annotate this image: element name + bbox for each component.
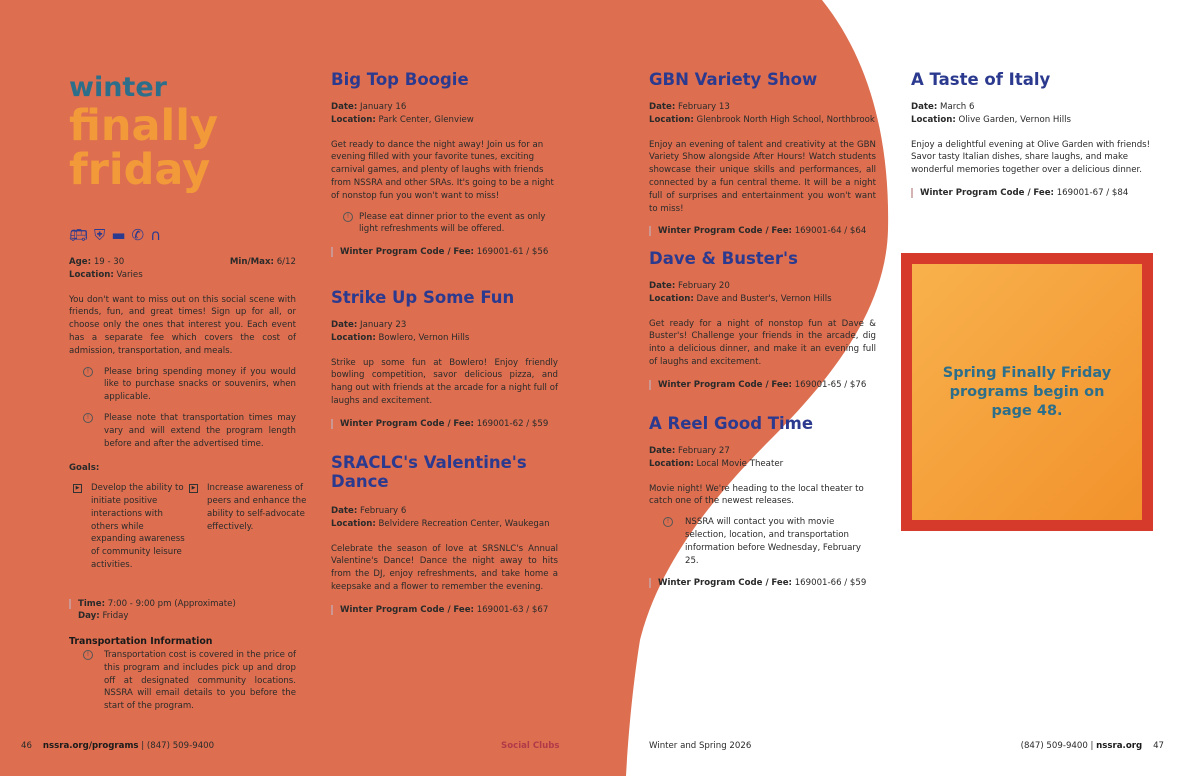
bus-icon: 🚌︎ <box>69 226 89 244</box>
event-title: Strike Up Some Fun <box>331 288 515 307</box>
goal-item: ▶ Increase awareness of peers and enhance the ability to self-advocate effectively. <box>185 482 315 533</box>
info-icon: ! <box>663 517 673 527</box>
day-row: Day: Friday <box>78 611 129 622</box>
event-title: A Taste of Italy <box>911 70 1051 89</box>
event-gbn-variety-show: GBN Variety Show Date: February 13 Location: Glenbrook North High School, Northbrook Enjoy an evening of talent and creativity at the GBN Variety Show alongside After Hours! Watch students showcase their unique skills and performances, all connected by a fun central theme. It will be a night full of surprises and entertainment you won't want to miss! Winter Program Code / Fee: 169001-64 / $64 <box>649 70 876 237</box>
age-value: 19 - 30 <box>93 257 125 267</box>
event-date: February 13 <box>678 102 730 112</box>
callout-box <box>901 253 1153 531</box>
minmax-value: 6/12 <box>276 257 296 267</box>
program-code: Winter Program Code / Fee: 169001-65 / $76 <box>649 379 876 391</box>
event-date: January 23 <box>360 320 407 330</box>
headphones-icon: ∩ <box>150 226 162 244</box>
footer-left <box>21 740 214 752</box>
event-location: Park Center, Glenview <box>378 114 474 125</box>
season-label: Winter and Spring 2026 <box>649 741 752 751</box>
event-dave-and-busters: Dave & Buster's Date: February 20 Location: Dave and Buster's, Vernon Hills Get ready for a night of nonstop fun at Dave & Buster's! Challenge your friends in the arcade, dig into a delicious dinner, and make it an evening full of laughs and excitement. Winter Program Code / Fee: 169001-65 / $76 <box>649 249 876 390</box>
amenity-icons <box>69 225 167 244</box>
event-description: Enjoy a delightful evening at Olive Garden with friends! Savor tasty Italian dishes, share laughs, and make wonderful memories together over a delicious dinner. <box>911 139 1151 176</box>
event-title: SRACLC's Valentine's Dance <box>331 453 527 491</box>
goals-label: Goals: <box>69 463 100 474</box>
card-icon: ▬ <box>111 226 126 244</box>
event-location: Local Movie Theater <box>696 458 784 469</box>
event-date: February 27 <box>678 446 730 456</box>
note-item: ! Please bring spending money if you would like to purchase snacks or souvenirs, when applicable. <box>69 366 296 404</box>
event-reel-good-time: A Reel Good Time Date: February 27 Location: Local Movie Theater Movie night! We're heading to the local theater to catch one of the newest releases. ! NSSRA will contact you with movie selection, location, and transportation information before Wednesday, February 25. Winter Program Code / Fee: 169001-66 / $59 <box>649 414 876 589</box>
event-taste-of-italy: A Taste of Italy Date: March 6 Location: Olive Garden, Vernon Hills Enjoy a delightful evening at Olive Garden with friends! Savor tasty Italian dishes, share laughs, and make wonderful memories together over a delicious dinner. Winter Program Code / Fee: 169001-67 / $84 <box>911 70 1151 198</box>
event-location: Dave and Buster's, Vernon Hills <box>696 293 832 304</box>
event-description: Strike up some fun at Bowlero! Enjoy friendly bowling competition, savor delicious pizza, and hang out with friends at the arcade for a night full of laughs and excitement. <box>331 357 558 406</box>
event-title: Big Top Boogie <box>331 70 469 89</box>
event-location: Olive Garden, Vernon Hills <box>958 114 1072 125</box>
page-number-left: 46 <box>21 741 32 751</box>
event-title: A Reel Good Time <box>649 414 814 433</box>
goal-item: ▶ Develop the ability to initiate positive interactions with others while expanding awareness of community leisure activities. <box>69 482 189 572</box>
info-icon: ! <box>83 413 93 423</box>
age-label: Age: <box>69 257 92 267</box>
heading-friday: friday <box>69 145 211 195</box>
program-code: Winter Program Code / Fee: 169001-63 / $67 <box>331 604 558 616</box>
program-code: Winter Program Code / Fee: 169001-61 / $56 <box>331 246 558 258</box>
program-heading <box>69 72 219 195</box>
event-title: GBN Variety Show <box>649 70 818 89</box>
phone-right: (847) 509-9400 | <box>1020 741 1094 751</box>
callout-inner <box>912 264 1142 520</box>
intro-text: You don't want to miss out on this social scene with friends, fun, and great times! Sign up for all, or choose only the ones that interest you. Each event has a separate fee which covers the cost of admission, transportation, and meals. <box>69 294 296 356</box>
play-icon: ▶ <box>73 484 82 493</box>
location-value: Varies <box>116 269 143 280</box>
event-strike-up-some-fun: Strike Up Some Fun Date: January 23 Location: Bowlero, Vernon Hills Strike up some fun at Bowlero! Enjoy friendly bowling competition, savor delicious pizza, and hang out with friends at the arcade for a night full of laughs and excitement. Winter Program Code / Fee: 169001-62 / $59 <box>331 288 558 429</box>
program-code: Winter Program Code / Fee: 169001-67 / $84 <box>911 187 1151 199</box>
website-link-right[interactable]: nssra.org <box>1096 741 1143 751</box>
time-row: Time: 7:00 - 9:00 pm (Approximate) <box>69 598 296 610</box>
event-location: Glenbrook North High School, Northbrook <box>696 114 875 125</box>
program-summary <box>69 256 307 713</box>
page-number-right: 47 <box>1153 741 1164 751</box>
event-date: March 6 <box>940 102 975 112</box>
callout-text: Spring Finally Friday programs begin on page 48. <box>942 365 1112 419</box>
shield-icon: ⛨ <box>94 226 106 244</box>
info-icon: ! <box>343 212 353 222</box>
play-icon: ▶ <box>189 484 198 493</box>
note-item: ! Please note that transportation times may vary and will extend the program length before and after the advertised time. <box>69 412 296 450</box>
program-code: Winter Program Code / Fee: 169001-64 / $64 <box>649 225 876 237</box>
info-icon: ! <box>83 367 93 377</box>
event-description: Movie night! We're heading to the local theater to catch one of the newest releases. <box>649 483 864 507</box>
event-location: Belvidere Recreation Center, Waukegan <box>378 518 550 529</box>
transport-note: ! Transportation cost is covered in the price of this program and includes pick up and drop off at designated community locations. NSSRA will email details to you before the start of the program. <box>69 649 296 713</box>
heading-finally: finally <box>69 101 219 151</box>
goals-list <box>69 482 307 572</box>
program-code: Winter Program Code / Fee: 169001-62 / $59 <box>331 418 558 430</box>
phone-icon: ✆ <box>131 226 145 244</box>
event-date: February 20 <box>678 281 730 291</box>
transport-title: Transportation Information <box>69 636 213 648</box>
event-date: February 6 <box>360 506 407 516</box>
event-valentines-dance: SRACLC's Valentine's Dance Date: February 6 Location: Belvidere Recreation Center, Waukegan Celebrate the season of love at SRSNLC's Annual Valentine's Dance! Dance the night away to hits from the DJ, enjoy refreshments, and take home a keepsake and a flower to remember the evening. Winter Program Code / Fee: 169001-63 / $67 <box>331 453 558 615</box>
section-label: Social Clubs <box>501 741 560 751</box>
event-description: Celebrate the season of love at SRSNLC's Annual Valentine's Dance! Dance the night away to hits from the DJ, enjoy refreshments, and take home a keepsake and a flower to remember the evening. <box>331 543 558 592</box>
event-location: Bowlero, Vernon Hills <box>378 332 470 343</box>
minmax-label: Min/Max: <box>229 257 274 267</box>
event-note: ! NSSRA will contact you with movie selection, location, and transportation information before Wednesday, February 25. <box>649 516 876 567</box>
heading-winter: winter <box>69 72 167 103</box>
event-description: Enjoy an evening of talent and creativity at the GBN Variety Show alongside After Hours! Watch students showcase their unique skills and performances, all connected by a fun central theme. It will be a night full of surprises and entertainment you won't want to miss! <box>649 139 876 214</box>
event-title: Dave & Buster's <box>649 249 798 268</box>
info-icon: ! <box>83 650 93 660</box>
location-label: Location: <box>69 269 114 280</box>
event-big-top-boogie: Big Top Boogie Date: January 16 Location: Park Center, Glenview Get ready to dance the night away! Join us for an evening filled with your favorite tunes, exciting carnival games, and plenty of laughs with friends from NSSRA and other SRAs. It's going to be a night of nonstop fun you won't want to miss! ! Please eat dinner prior to the event as only light refreshments will be offered. Winter Program Code / Fee: 169001-61 / $56 <box>331 70 558 258</box>
event-description: Get ready to dance the night away! Join us for an evening filled with your favorite tunes, exciting carnival games, and plenty of laughs with friends from NSSRA and other SRAs. It's going to be a night of nonstop fun you won't want to miss! <box>331 139 554 201</box>
event-note: ! Please eat dinner prior to the event as only light refreshments will be offered. <box>331 211 558 237</box>
program-code: Winter Program Code / Fee: 169001-66 / $59 <box>649 577 876 589</box>
phone-left: | (847) 509-9400 <box>141 741 215 751</box>
website-link[interactable]: nssra.org/programs <box>42 741 139 751</box>
footer-right <box>1021 740 1164 752</box>
event-date: January 16 <box>360 102 407 112</box>
event-description: Get ready for a night of nonstop fun at Dave & Buster's! Challenge your friends in the arcade, dig into a delicious dinner, and make it an evening full of laughs and excitement. <box>649 318 876 367</box>
